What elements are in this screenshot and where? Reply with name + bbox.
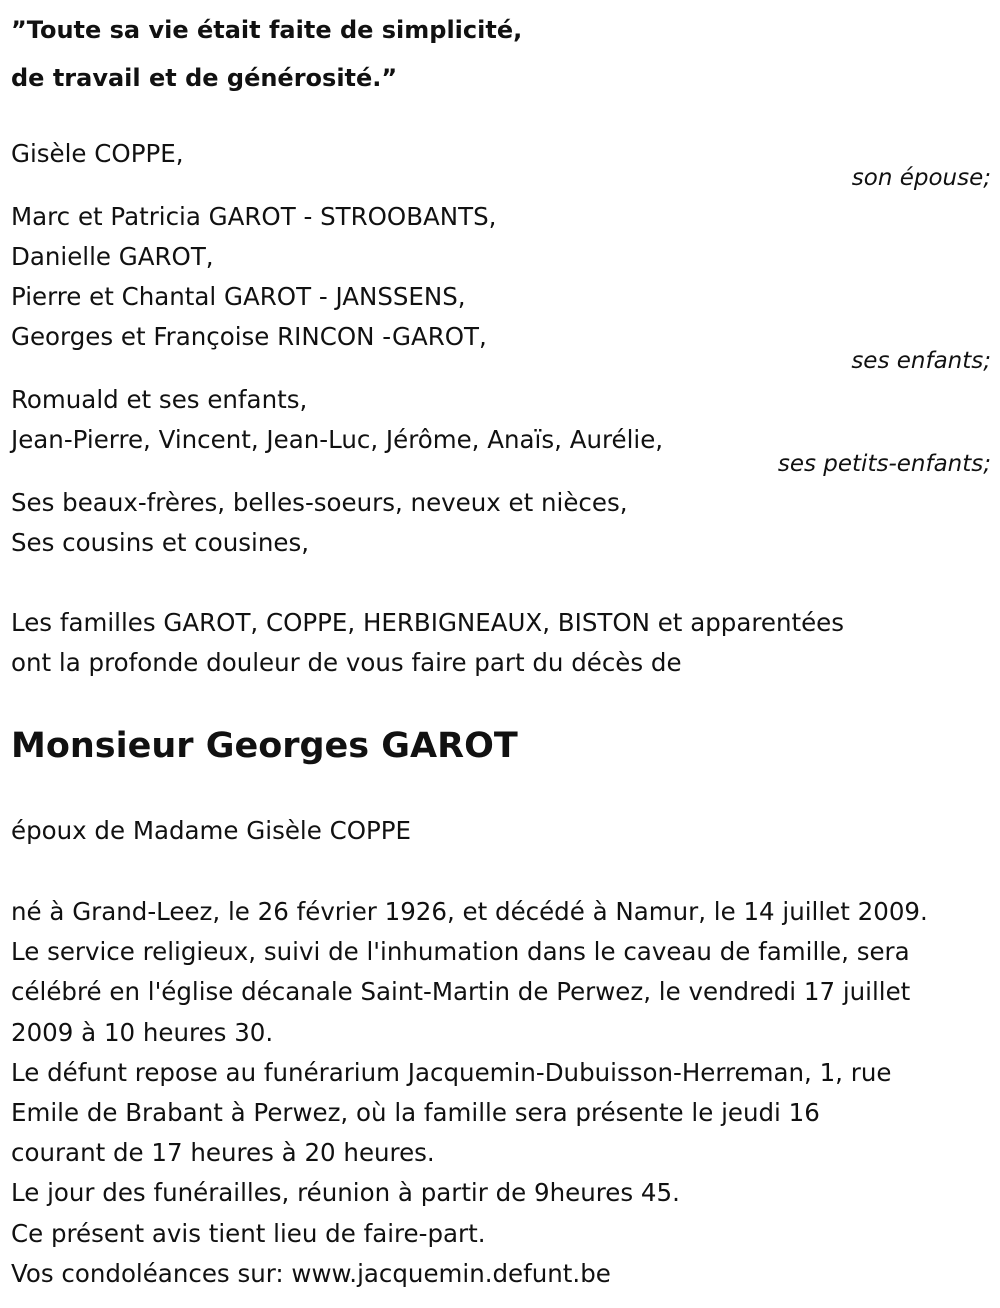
details-line: Ce présent avis tient lieu de faire-part.: [11, 1218, 486, 1248]
grandchild-line: Romuald et ses enfants,: [11, 385, 308, 414]
deceased-name: Monsieur Georges GAROT: [11, 726, 518, 766]
details-line: Le défunt repose au funérarium Jacquemin-Dubuisson-Herreman, 1, rue: [11, 1057, 892, 1087]
relatives-line: Ses beaux-frères, belles-soeurs, neveux et nièces,: [11, 488, 628, 517]
condolences-line: Vos condoléances sur: www.jacquemin.defunt.be: [11, 1258, 611, 1288]
spouse-name: Gisèle COPPE,: [11, 139, 184, 168]
quote: [11, 6, 522, 102]
grandchild-line: Jean-Pierre, Vincent, Jean-Luc, Jérôme, Anaïs, Aurélie,: [11, 425, 664, 454]
relatives-line: Ses cousins et cousines,: [11, 528, 309, 557]
child-line: Marc et Patricia GAROT - STROOBANTS,: [11, 202, 497, 231]
quote-line-2: de travail et de générosité.”: [11, 64, 398, 92]
grandchildren-role: ses petits-enfants;: [777, 451, 991, 477]
children-role: ses enfants;: [851, 348, 991, 374]
details-line: Le service religieux, suivi de l'inhumation dans le caveau de famille, sera: [11, 937, 910, 967]
quote-line-1: ”Toute sa vie était faite de simplicité,: [11, 16, 523, 44]
deceased-spouse-line: époux de Madame Gisèle COPPE: [11, 816, 412, 845]
details-line: né à Grand-Leez, le 26 février 1926, et décédé à Namur, le 14 juillet 2009.: [11, 897, 928, 926]
details-line: célébré en l'église décanale Saint-Martin de Perwez, le vendredi 17 juillet: [11, 977, 911, 1007]
child-line: Danielle GAROT,: [11, 242, 214, 271]
funeral-details: [11, 892, 991, 1294]
child-line: Pierre et Chantal GAROT - JANSSENS,: [11, 282, 466, 311]
families-line: Les familles GAROT, COPPE, HERBIGNEAUX, BISTON et apparentées: [11, 608, 844, 637]
families-line: ont la profonde douleur de vous faire part du décès de: [11, 648, 682, 677]
spouse-role: son épouse;: [851, 165, 991, 191]
details-line: 2009 à 10 heures 30.: [11, 1017, 274, 1047]
child-line: Georges et Françoise RINCON -GAROT,: [11, 322, 487, 351]
details-line: Le jour des funérailles, réunion à partir de 9heures 45.: [11, 1178, 680, 1208]
details-line: Emile de Brabant à Perwez, où la famille sera présente le jeudi 16: [11, 1098, 820, 1128]
details-line: courant de 17 heures à 20 heures.: [11, 1138, 435, 1168]
